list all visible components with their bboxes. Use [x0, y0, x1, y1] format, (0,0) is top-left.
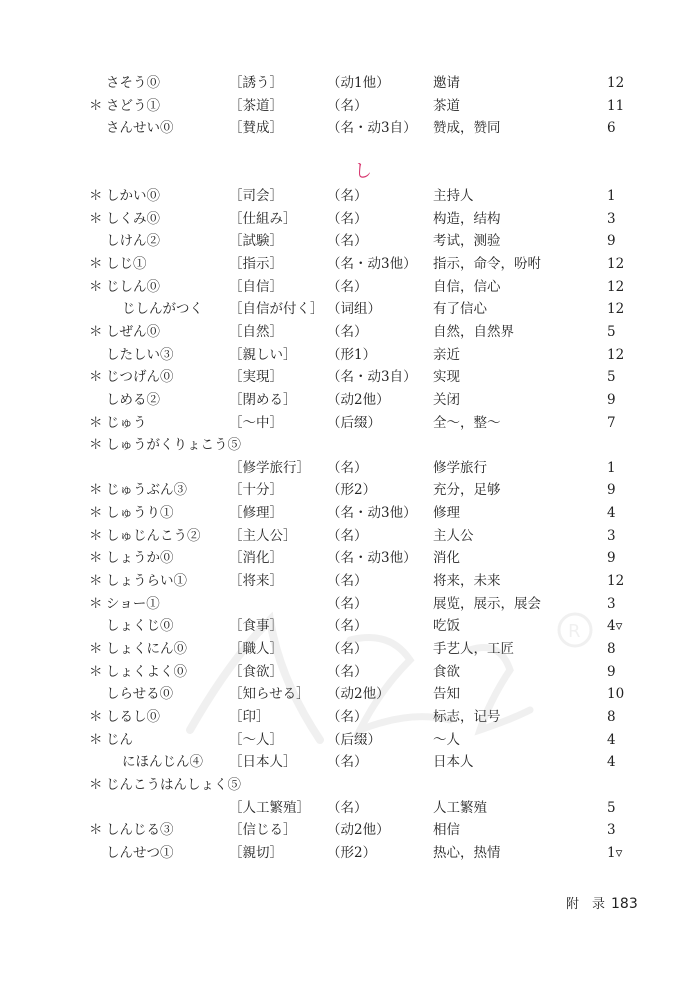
entry-meaning: 自信，信心 — [433, 278, 501, 295]
entry-meaning: 相信 — [433, 822, 460, 839]
entry-kana: したしい③ — [106, 346, 174, 363]
entry-part-of-speech: （动2他） — [327, 822, 390, 839]
vocab-row — [0, 503, 695, 523]
entry-part-of-speech: （名） — [327, 595, 368, 612]
entry-kanji: ［修学旅行］ — [229, 459, 310, 476]
vocab-row — [0, 435, 695, 455]
entry-kana: しょうらい① — [106, 573, 187, 590]
vocab-row — [0, 820, 695, 840]
entry-part-of-speech: （名） — [327, 459, 368, 476]
vocab-row — [0, 299, 695, 319]
entry-meaning: 修学旅行 — [433, 459, 487, 476]
entry-kana: しんせつ① — [106, 844, 174, 861]
page-footer — [566, 894, 638, 915]
entry-lesson-number: 1 — [607, 459, 616, 476]
entry-kanji: ［親切］ — [229, 844, 283, 861]
entry-kana: じゅう — [106, 414, 147, 431]
entry-meaning: 修理 — [433, 505, 460, 522]
entry-part-of-speech: （形2） — [327, 844, 377, 861]
entry-part-of-speech: （词组） — [327, 301, 381, 318]
entry-meaning: 指示，命令，吩咐 — [433, 255, 541, 272]
entry-meaning: 主人公 — [433, 527, 474, 544]
entry-kana: さそう⓪ — [106, 75, 160, 91]
entry-kana: しょくよく⓪ — [106, 663, 187, 680]
entry-kanji: ［将来］ — [229, 573, 283, 590]
vocab-row — [0, 118, 695, 138]
entry-kanji: ［閉める］ — [229, 391, 297, 408]
entry-marker: ＊ — [89, 255, 103, 272]
footer-label: 附 录 — [566, 897, 606, 912]
entry-part-of-speech: （后缀） — [327, 731, 381, 748]
publisher-watermark — [150, 600, 610, 760]
vocab-row — [0, 186, 695, 206]
entry-kana: じん — [106, 731, 133, 748]
entry-meaning: 实现 — [433, 369, 460, 386]
entry-part-of-speech: （后缀） — [327, 414, 381, 431]
entry-lesson-number: 5 — [607, 323, 616, 340]
entry-meaning: 全～，整～ — [433, 414, 501, 431]
entry-meaning: 茶道 — [433, 97, 460, 114]
entry-part-of-speech: （形2） — [327, 482, 377, 499]
vocab-row — [0, 571, 695, 591]
entry-meaning: 人工繁殖 — [433, 799, 487, 816]
entry-lesson-number: 4▿ — [607, 618, 623, 635]
entry-part-of-speech: （名・动3自） — [327, 369, 417, 386]
entry-kana: しるし⓪ — [106, 708, 160, 725]
entry-lesson-number: 8 — [607, 641, 616, 657]
vocab-row — [0, 277, 695, 297]
entry-kanji: ［指示］ — [229, 255, 283, 272]
entry-part-of-speech: （名） — [327, 210, 368, 227]
section-heading-shi: し — [354, 161, 372, 182]
entry-lesson-number: 12 — [607, 255, 625, 272]
vocab-row — [0, 254, 695, 274]
entry-marker: ＊ — [89, 210, 103, 227]
entry-kanji: ［知らせる］ — [229, 686, 310, 703]
entry-part-of-speech: （名） — [327, 618, 368, 635]
entry-kanji: ［～中］ — [229, 414, 283, 431]
entry-part-of-speech: （名） — [327, 233, 368, 250]
entry-part-of-speech: （名・动3他） — [327, 255, 417, 272]
entry-meaning: 考试，测验 — [433, 233, 501, 250]
entry-kana: しゅうり① — [106, 505, 174, 522]
entry-marker: ＊ — [89, 708, 103, 725]
entry-meaning: 展览，展示，展会 — [433, 595, 541, 612]
entry-kana: しじ① — [106, 255, 147, 272]
entry-marker: ＊ — [89, 731, 103, 748]
entry-part-of-speech: （名） — [327, 754, 368, 771]
entry-kana: さんせい⓪ — [106, 120, 174, 137]
entry-meaning: 食欲 — [433, 663, 460, 680]
entry-kana: しゅうがくりょこう⑤ — [106, 437, 241, 454]
entry-meaning: 消化 — [433, 550, 460, 567]
vocab-row — [0, 775, 695, 795]
entry-meaning: 主持人 — [433, 188, 474, 204]
entry-lesson-number: 10 — [607, 686, 625, 703]
entry-meaning: 吃饭 — [433, 618, 460, 635]
entry-lesson-number: 9 — [607, 663, 616, 680]
entry-kanji: ［賛成］ — [229, 120, 283, 137]
svg-text:R: R — [568, 621, 581, 642]
entry-lesson-number: 9 — [607, 550, 616, 567]
vocab-row — [0, 843, 695, 863]
entry-kana: しょくにん⓪ — [106, 641, 187, 657]
entry-kanji: ［親しい］ — [229, 346, 297, 363]
entry-part-of-speech: （名） — [327, 323, 368, 340]
entry-kanji: ［印］ — [229, 708, 270, 725]
entry-kana: しくみ⓪ — [106, 210, 160, 227]
entry-marker: ＊ — [89, 97, 103, 114]
entry-lesson-number: 3 — [607, 527, 616, 544]
entry-marker: ＊ — [89, 188, 103, 204]
entry-lesson-number: 9 — [607, 391, 616, 408]
entry-part-of-speech: （名） — [327, 278, 368, 295]
entry-marker: ＊ — [89, 527, 103, 544]
vocab-row — [0, 367, 695, 387]
entry-kanji: ［自信が付く］ — [229, 301, 324, 318]
vocab-row — [0, 345, 695, 365]
entry-marker: ＊ — [89, 482, 103, 499]
entry-meaning: 亲近 — [433, 346, 460, 363]
entry-marker: ＊ — [89, 414, 103, 431]
entry-kana: しんじる③ — [106, 822, 174, 839]
entry-lesson-number: 3 — [607, 210, 616, 227]
entry-marker: ＊ — [89, 822, 103, 839]
vocab-row — [0, 480, 695, 500]
entry-kana: じんこうはんしょく⑤ — [106, 776, 241, 793]
entry-kanji: ［自信］ — [229, 278, 283, 295]
entry-part-of-speech: （名） — [327, 573, 368, 590]
entry-part-of-speech: （形1） — [327, 346, 377, 363]
entry-meaning: 告知 — [433, 686, 460, 703]
entry-lesson-number: 9 — [607, 233, 616, 250]
entry-marker: ＊ — [89, 369, 103, 386]
entry-lesson-number: 5 — [607, 369, 616, 386]
entry-meaning: ～人 — [433, 731, 460, 748]
entry-lesson-number: 4 — [607, 505, 616, 522]
entry-lesson-number: 5 — [607, 799, 616, 816]
entry-kanji: ［自然］ — [229, 323, 283, 340]
entry-meaning: 自然，自然界 — [433, 323, 514, 340]
vocab-row — [0, 231, 695, 251]
entry-meaning: 邀请 — [433, 75, 460, 91]
entry-kana: しけん② — [106, 233, 160, 250]
vocab-row — [0, 209, 695, 229]
entry-part-of-speech: （名・动3自） — [327, 120, 417, 137]
entry-marker: ＊ — [89, 323, 103, 340]
entry-kanji: ［信じる］ — [229, 822, 297, 839]
entry-kana: しょうか⓪ — [106, 550, 174, 567]
entry-lesson-number: 12 — [607, 301, 625, 318]
entry-kanji: ［消化］ — [229, 550, 283, 567]
vocab-row — [0, 96, 695, 116]
vocab-row — [0, 458, 695, 478]
vocab-row — [0, 73, 695, 93]
entry-lesson-number: 12 — [607, 346, 625, 363]
entry-lesson-number: 7 — [607, 414, 616, 431]
entry-lesson-number: 1 — [607, 188, 616, 204]
entry-kana: しょくじ⓪ — [106, 618, 174, 635]
entry-kana: しぜん⓪ — [106, 323, 160, 340]
entry-kanji: ［人工繁殖］ — [229, 799, 310, 816]
entry-kanji: ［司会］ — [229, 188, 283, 204]
page-number: 183 — [611, 896, 638, 912]
entry-marker: ＊ — [89, 505, 103, 522]
entry-part-of-speech: （名） — [327, 641, 368, 657]
entry-part-of-speech: （名） — [327, 708, 368, 725]
entry-kana: さどう① — [106, 97, 160, 114]
entry-meaning: 充分，足够 — [433, 482, 501, 499]
entry-meaning: 赞成，赞同 — [433, 120, 501, 137]
entry-marker: ＊ — [89, 776, 103, 793]
entry-lesson-number: 9 — [607, 482, 616, 499]
entry-kanji: ［茶道］ — [229, 97, 283, 114]
entry-lesson-number: 4 — [607, 754, 616, 771]
entry-kana: じしん⓪ — [106, 278, 160, 295]
vocab-row — [0, 413, 695, 433]
entry-kana: ショー① — [106, 595, 160, 612]
vocab-row — [0, 322, 695, 342]
entry-kana: しめる② — [106, 391, 160, 408]
entry-meaning: 将来，未来 — [433, 573, 501, 590]
entry-marker: ＊ — [89, 595, 103, 612]
entry-kanji: ［仕組み］ — [229, 210, 297, 227]
entry-kanji: ［食事］ — [229, 618, 283, 635]
entry-lesson-number: 6 — [607, 120, 616, 137]
entry-lesson-number: 12 — [607, 573, 625, 590]
entry-kana: じしんがつく — [122, 301, 203, 318]
entry-kana: じつげん⓪ — [106, 369, 174, 386]
entry-meaning: 手艺人，工匠 — [433, 641, 514, 657]
entry-part-of-speech: （动2他） — [327, 391, 390, 408]
entry-marker: ＊ — [89, 278, 103, 295]
entry-marker: ＊ — [89, 663, 103, 680]
entry-meaning: 标志，记号 — [433, 708, 501, 725]
entry-marker: ＊ — [89, 573, 103, 590]
entry-part-of-speech: （名・动3他） — [327, 505, 417, 522]
entry-meaning: 有了信心 — [433, 301, 487, 318]
entry-part-of-speech: （名） — [327, 799, 368, 816]
entry-kanji: ［日本人］ — [229, 754, 297, 771]
entry-kanji: ［誘う］ — [229, 75, 283, 91]
entry-lesson-number: 1▿ — [607, 844, 623, 861]
entry-part-of-speech: （名） — [327, 663, 368, 680]
entry-kana: じゅうぶん③ — [106, 482, 187, 499]
entry-part-of-speech: （名） — [327, 97, 368, 114]
entry-lesson-number: 3 — [607, 595, 616, 612]
entry-lesson-number: 8 — [607, 708, 616, 725]
entry-kanji: ［実現］ — [229, 369, 283, 386]
entry-kana: にほんじん④ — [122, 754, 203, 771]
entry-part-of-speech: （动1他） — [327, 75, 390, 91]
entry-part-of-speech: （动2他） — [327, 686, 390, 703]
entry-meaning: 热心，热情 — [433, 844, 501, 861]
entry-kana: しらせる⓪ — [106, 686, 174, 703]
vocab-row — [0, 526, 695, 546]
entry-marker: ＊ — [89, 437, 103, 454]
vocab-row — [0, 390, 695, 410]
entry-lesson-number: 12 — [607, 278, 625, 295]
entry-kanji: ［職人］ — [229, 641, 283, 657]
entry-kanji: ［～人］ — [229, 731, 283, 748]
entry-kana: しかい⓪ — [106, 188, 160, 204]
vocab-row — [0, 548, 695, 568]
entry-lesson-number: 4 — [607, 731, 616, 748]
entry-kanji: ［十分］ — [229, 482, 283, 499]
vocab-row — [0, 798, 695, 818]
entry-part-of-speech: （名・动3他） — [327, 550, 417, 567]
entry-lesson-number: 12 — [607, 75, 625, 91]
entry-part-of-speech: （名） — [327, 527, 368, 544]
entry-kanji: ［主人公］ — [229, 527, 297, 544]
entry-meaning: 构造，结构 — [433, 210, 501, 227]
entry-kanji: ［試験］ — [229, 233, 283, 250]
entry-meaning: 日本人 — [433, 754, 474, 771]
entry-kanji: ［修理］ — [229, 505, 283, 522]
entry-lesson-number: 3 — [607, 822, 616, 839]
entry-lesson-number: 11 — [607, 97, 625, 114]
entry-kana: しゅじんこう② — [106, 527, 201, 544]
entry-part-of-speech: （名） — [327, 188, 368, 204]
entry-marker: ＊ — [89, 550, 103, 567]
entry-meaning: 关闭 — [433, 391, 460, 408]
entry-kanji: ［食欲］ — [229, 663, 283, 680]
entry-marker: ＊ — [89, 641, 103, 657]
